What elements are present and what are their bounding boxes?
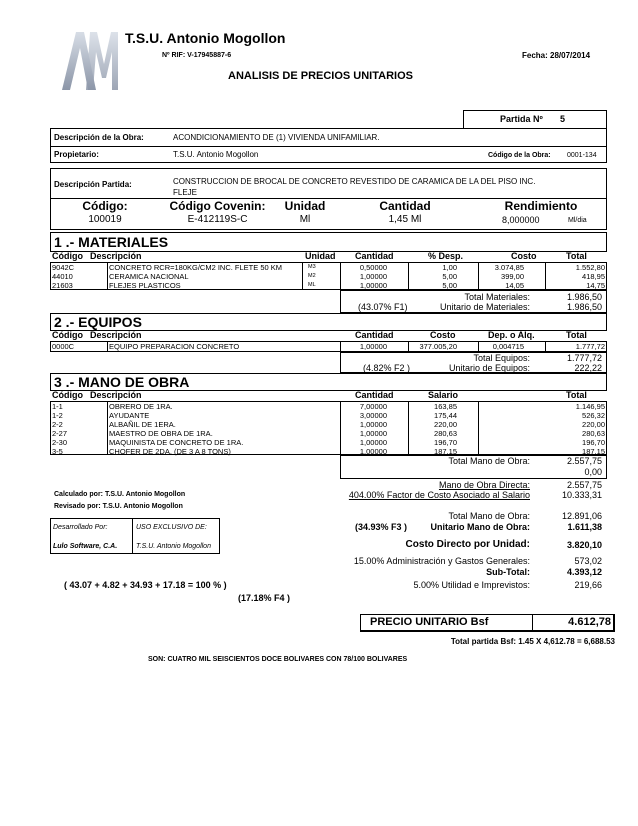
cell-total: 220,00 [582, 420, 605, 429]
cell-cantidad: 3,00000 [359, 411, 387, 420]
cell-descripcion: ALBAÑIL DE 1ERA. [109, 420, 176, 429]
table-row [50, 281, 607, 290]
cell-costo: 399,00 [501, 272, 524, 281]
cell-total: 418,95 [582, 272, 605, 281]
cell-salario: 220,00 [434, 420, 457, 429]
total-partida: Total partida Bsf: 1.45 X 4,612.78 = 6,688.53 [450, 637, 615, 646]
spec-header-rendimiento: Rendimiento [504, 199, 578, 213]
cell-cantidad: 1,00000 [359, 429, 387, 438]
col-descripcion: Descripción [90, 390, 142, 400]
spec-header-cantidad: Cantidad [379, 199, 431, 213]
col-unidad: Unidad [305, 251, 336, 261]
equipos-title: 2 .- EQUIPOS [54, 314, 142, 330]
utilidad-label: 5.00% Utilidad e Imprevistos: [413, 580, 530, 590]
cell-salario: 280,63 [434, 429, 457, 438]
cell-cantidad: 7,00000 [359, 402, 387, 411]
total-materiales-value: 1.986,50 [566, 292, 602, 302]
propietario-label: Propietario: [54, 150, 99, 159]
spec-rend-unit: Ml/dia [568, 217, 587, 224]
desarrollado-label: Desarrollado Por: [53, 524, 108, 531]
total-materiales-label: Total Materiales: [464, 292, 530, 302]
col-costo: Costo [430, 330, 456, 340]
cell-codigo: 9042C [52, 263, 75, 272]
materiales-header-row [50, 251, 607, 262]
equipos-header-row [50, 330, 607, 341]
spec-header-codigo: Código: [82, 199, 128, 213]
cell-codigo: 2-2 [52, 420, 63, 429]
cell-salario: 175,44 [434, 411, 457, 420]
mano-obra-pct: (34.93% F3 ) [355, 522, 408, 532]
total-equipos-label: Total Equipos: [473, 353, 530, 363]
col-cantidad: Cantidad [355, 251, 394, 261]
utilidad-value: 219,66 [574, 580, 602, 590]
precio-unitario-value: 4.612,78 [568, 616, 611, 628]
cell-unidad: ML [308, 282, 316, 288]
cell-codigo: 2-30 [52, 438, 68, 447]
software-name: Lulo Software, C.A. [53, 543, 118, 550]
rif: Nº RIF: V-17945887-6 [162, 52, 232, 59]
desc-partida-label: Descripción Partida: [54, 180, 132, 189]
table-row [50, 342, 607, 351]
cell-total: 1.777,72 [575, 342, 605, 351]
table-row [50, 411, 607, 420]
cell-total: 1.146,95 [575, 402, 605, 411]
col-desp: % Desp. [428, 251, 464, 261]
divider [50, 146, 607, 147]
cell-cantidad: 0,50000 [359, 263, 387, 272]
cell-cantidad: 1,00000 [359, 342, 387, 351]
unitario-equipos-label: Unitario de Equipos: [448, 363, 530, 373]
total-mano-obra2-label: Total Mano de Obra: [448, 511, 530, 521]
cell-descripcion: OBRERO DE 1RA. [109, 402, 173, 411]
divider [532, 614, 533, 632]
cell-descripcion: CHOFER DE 2DA. (DE 3 A 8 TONS) [109, 447, 231, 456]
col-total: Total [566, 330, 587, 340]
partida-label: Partida Nº [500, 114, 543, 124]
cell-codigo: 0000C [52, 342, 75, 351]
cell-codigo: 44010 [52, 272, 73, 281]
spec-cantidad: 1,45 Ml [388, 214, 422, 225]
col-descripcion: Descripción [90, 330, 142, 340]
uso-exclusivo-label: USO EXCLUSIVO DE: [136, 524, 207, 531]
cell-cantidad: 1,00000 [359, 281, 387, 290]
desc-partida-line1: CONSTRUCCION DE BROCAL DE CONCRETO REVESTIDO DE CARAMICA DE LA DEL PISO INC. [173, 177, 536, 186]
table-row [50, 402, 607, 411]
col-costo: Costo [511, 251, 537, 261]
unitario-materiales-label: Unitario de Materiales: [439, 302, 530, 312]
cell-descripcion: EQUIPO PREPARACION CONCRETO [109, 342, 240, 351]
cell-desp: 5,00 [442, 281, 457, 290]
cell-descripcion: MAESTRO DE OBRA DE 1RA. [109, 429, 213, 438]
cell-total: 14,75 [586, 281, 605, 290]
unitario-mano-obra-label: Unitario Mano de Obra: [430, 522, 530, 532]
cell-codigo: 2-27 [52, 429, 68, 438]
cell-codigo: 1-2 [52, 411, 63, 420]
company-name: T.S.U. Antonio Mogollon [125, 30, 286, 46]
subtotal-label: Sub-Total: [486, 567, 530, 577]
desc-partida-line2: FLEJE [173, 188, 198, 197]
materiales-title: 1 .- MATERIALES [54, 234, 169, 250]
total-mano-obra-label: Total Mano de Obra: [448, 456, 530, 466]
cell-descripcion: CONCRETO RCR=180KG/CM2 INC. FLETE 50 KM [109, 263, 283, 272]
unitario-materiales-value: 1.986,50 [566, 302, 602, 312]
percentage-formula: ( 43.07 + 4.82 + 34.93 + 17.18 = 100 % ) [64, 580, 227, 590]
equipos-pct: (4.82% F2 ) [363, 363, 411, 373]
cell-codigo: 3-5 [52, 447, 63, 456]
cell-costo: 14,05 [505, 281, 524, 290]
table-row [50, 263, 607, 272]
zero-value: 0,00 [584, 467, 602, 477]
cell-salario: 163,85 [434, 402, 457, 411]
mano-obra-directa-value: 2.557,75 [566, 480, 602, 490]
cell-total: 526,32 [582, 411, 605, 420]
usuario-name: T.S.U. Antonio Mogollon [136, 543, 211, 550]
cell-codigo: 21603 [52, 281, 73, 290]
spec-header-covenin: Código Covenin: [169, 199, 266, 213]
cell-descripcion: CERAMICA NACIONAL [109, 272, 189, 281]
propietario-value: T.S.U. Antonio Mogollon [173, 150, 259, 159]
col-total: Total [566, 390, 587, 400]
spec-covenin: E-412119S-C [187, 214, 248, 225]
table-row [50, 272, 607, 281]
cell-total: 280,63 [582, 429, 605, 438]
cell-salario: 187,15 [434, 447, 457, 456]
codigo-obra-label: Código de la Obra: [488, 152, 551, 159]
partida-number: 5 [560, 114, 566, 124]
col-salario: Salario [428, 390, 459, 400]
total-equipos-value: 1.777,72 [566, 353, 602, 363]
f4-pct: (17.18% F4 ) [238, 593, 291, 603]
factor-label: 404.00% Factor de Costo Asociado al Salario [348, 490, 530, 500]
admin-value: 573,02 [574, 556, 602, 566]
cell-cantidad: 1,00000 [359, 438, 387, 447]
col-dep: Dep. o Alq. [488, 330, 535, 340]
col-codigo: Código [52, 390, 83, 400]
calculado-por: Calculado por: T.S.U. Antonio Mogollon [54, 491, 186, 498]
fecha: Fecha: 28/07/2014 [522, 51, 591, 60]
total-mano-obra-value: 2.557,75 [566, 456, 602, 466]
cell-costo: 377.005,20 [419, 342, 457, 351]
cell-unidad: M2 [308, 273, 316, 279]
subtotal-value: 4.393,12 [566, 567, 602, 577]
col-descripcion: Descripción [90, 251, 142, 261]
materiales-pct: (43.07% F1) [358, 302, 408, 312]
obra-desc-value: ACONDICIONAMIENTO DE (1) VIVIENDA UNIFAMILIAR. [173, 133, 380, 142]
mano-obra-header-row [50, 390, 607, 401]
cell-cantidad: 1,00000 [359, 420, 387, 429]
total-mano-obra2-value: 12.891,06 [561, 511, 602, 521]
admin-label: 15.00% Administración y Gastos Generales: [353, 556, 530, 566]
table-row [50, 438, 607, 447]
cell-codigo: 1-1 [52, 402, 63, 411]
cell-dep: 0,004715 [492, 342, 524, 351]
col-codigo: Código [52, 330, 83, 340]
codigo-obra-value: 0001-134 [567, 152, 597, 159]
cell-desp: 5,00 [442, 272, 457, 281]
obra-desc-label: Descripción de la Obra: [54, 133, 144, 142]
cell-costo: 3.074,85 [494, 263, 524, 272]
precio-unitario-label: PRECIO UNITARIO Bsf [370, 616, 489, 628]
mano-obra-directa-label: Mano de Obra Directa: [438, 480, 530, 490]
cell-salario: 196,70 [434, 438, 457, 447]
cell-total: 187,15 [582, 447, 605, 456]
spec-header-unidad: Unidad [284, 199, 326, 213]
spec-codigo: 100019 [88, 214, 122, 225]
divider [132, 518, 133, 554]
cell-descripcion: AYUDANTE [109, 411, 150, 420]
cell-desp: 1,00 [442, 263, 457, 272]
col-cantidad: Cantidad [355, 390, 394, 400]
costo-directo-label: Costo Directo por Unidad: [405, 539, 530, 550]
cell-unidad: M3 [308, 264, 316, 270]
cell-total: 1.552,80 [575, 263, 605, 272]
table-row [50, 420, 607, 429]
col-codigo: Código [52, 251, 83, 261]
cell-cantidad: 1,00000 [359, 272, 387, 281]
unitario-equipos-value: 222,22 [574, 363, 602, 373]
company-logo [60, 28, 120, 92]
mano-obra-title: 3 .- MANO DE OBRA [54, 374, 190, 390]
cell-cantidad: 1,00000 [359, 447, 387, 456]
factor-value: 10.333,31 [561, 490, 602, 500]
unitario-mano-obra-value: 1.611,38 [567, 522, 602, 532]
page-title: ANALISIS DE PRECIOS UNITARIOS [228, 70, 413, 82]
col-total: Total [566, 251, 587, 261]
col-cantidad: Cantidad [355, 330, 394, 340]
cell-descripcion: MAQUINISTA DE CONCRETO DE 1RA. [109, 438, 244, 447]
table-row [50, 429, 607, 438]
spec-rendimiento: 8,000000 [502, 215, 540, 225]
cell-total: 196,70 [582, 438, 605, 447]
cell-descripcion: FLEJES PLASTICOS [109, 281, 181, 290]
monto-en-letras: SON: CUATRO MIL SEISCIENTOS DOCE BOLIVARES CON 78/100 BOLIVARES [148, 656, 408, 663]
spec-unidad: Ml [299, 214, 311, 225]
costo-directo-value: 3.820,10 [566, 540, 602, 550]
revisado-por: Revisado por: T.S.U. Antonio Mogollon [54, 503, 183, 510]
